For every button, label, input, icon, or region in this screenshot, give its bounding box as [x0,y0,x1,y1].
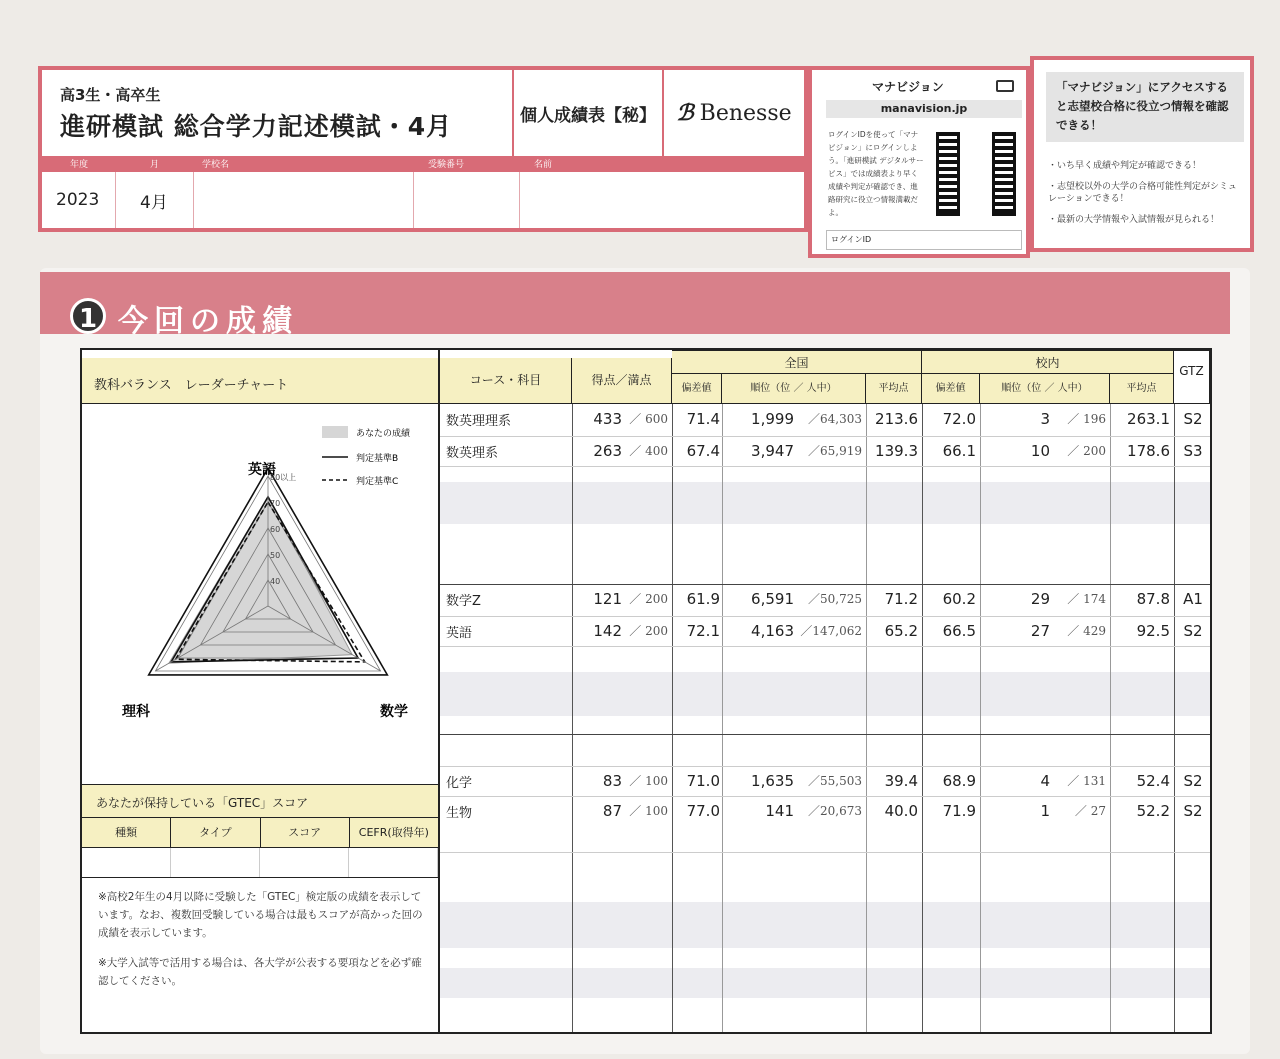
cell-gtz: S3 [1183,442,1203,460]
cell-s-rank: 27 [1030,622,1050,640]
results-frame [80,348,1212,1034]
cell-n-rank: 1,635 [751,772,794,790]
gtec-heading: あなたが保持している「GTEC」スコア [82,784,438,818]
band-label-year: 年度 [70,160,89,170]
school-value [194,172,414,228]
cell-n-rank: 6,591 [751,590,794,608]
band-label-name: 名前 [534,160,553,170]
axis-label-science: 理科 [122,704,150,720]
cell-subject: 化学 [446,776,473,791]
gtec-col-cefr: CEFR(取得年) [358,826,429,839]
cell-s-dev: 68.9 [942,772,976,790]
cell-s-dev: 60.2 [942,590,976,608]
cell-n-avg: 139.3 [875,442,918,460]
cell-n-avg: 65.2 [884,622,918,640]
group-school: 校内 [922,350,1174,374]
manavision-panel [808,66,1030,258]
cell-n-total: ／55,503 [807,774,862,788]
manavision-url[interactable]: manavision.jp [826,100,1022,118]
cell-max: ／ 400 [629,444,668,458]
cell-s-avg: 178.6 [1127,442,1170,460]
cell-n-avg: 213.6 [875,410,918,428]
cell-s-rank: 4 [1040,772,1050,790]
col-course: コース・科目 [440,358,572,404]
radar-layer [149,468,388,675]
cell-n-dev: 77.0 [686,802,720,820]
gtec-row [82,848,438,878]
gtec-note-1: ※高校2年生の4月以降に受験した「GTEC」検定版の成績を表示しています。なお、複数回受験している場合は最もスコアが高かった回の成績を表示しています。 [98,891,423,939]
grade-label: 高3生・高卒生 [60,86,161,104]
legend-label: 判定基準C [356,477,399,487]
cell-s-total: ／ 174 [1067,592,1106,606]
cell-gtz: A1 [1183,590,1203,608]
cell-n-dev: 61.9 [686,590,720,608]
score-table [440,350,1210,1032]
cell-s-avg: 52.2 [1136,802,1170,820]
gtec-col-kind: 種類 [82,818,171,847]
group-national: 全国 [672,350,922,374]
cell-s-avg: 263.1 [1127,410,1170,428]
gtec-col-score: スコア [261,818,350,847]
cell-s-rank: 10 [1030,442,1050,460]
cell-gtz: S2 [1183,802,1203,820]
cell-s-total: ／ 200 [1067,444,1106,458]
cell-subject: 数学Z [446,594,481,609]
band-label-month: 月 [150,160,160,170]
cell-s-avg: 52.4 [1136,772,1170,790]
radar-scale-label: 40 [270,577,281,586]
device-icon [996,80,1014,92]
cell-n-total: ／65,919 [807,444,862,458]
left-column [82,350,440,1032]
login-id-field: ログインID [826,230,1022,250]
radar-heading: 教科バランス レーダーチャート [82,358,438,404]
cell-score: 263 [593,442,622,460]
cell-subject: 数英理系 [446,446,499,461]
cell-n-rank: 3,947 [751,442,794,460]
national-dev-header: 偏差値 [672,374,722,404]
cell-n-dev: 71.0 [686,772,720,790]
cell-n-rank: 1,999 [751,410,794,428]
info-item: ・いち早く成績や判定が確認できる！ [1048,161,1202,171]
cell-s-avg: 92.5 [1136,622,1170,640]
cell-s-total: ／ 27 [1074,804,1106,818]
cell-max: ／ 100 [629,804,668,818]
cell-max: ／ 100 [629,774,668,788]
radar-legend [322,426,411,487]
school-dev-header: 偏差値 [922,374,980,404]
cell-n-dev: 72.1 [686,622,720,640]
cell-s-total: ／ 196 [1067,412,1106,426]
cell-max: ／ 200 [629,624,668,638]
info-list [1048,160,1244,235]
cell-score: 433 [593,410,622,428]
cell-score: 142 [593,622,622,640]
cell-score: 83 [602,772,622,790]
cell-s-total: ／ 131 [1067,774,1106,788]
cell-max: ／ 200 [629,592,668,606]
cell-max: ／ 600 [629,412,668,426]
radar-chart [82,404,438,784]
cell-n-avg: 71.2 [884,590,918,608]
school-avg-header: 平均点 [1110,374,1174,404]
gtec-columns [82,818,438,848]
national-rank-header: 順位（位 ／ 人中） [722,374,866,404]
national-avg-header: 平均点 [866,374,922,404]
qr-code-icon[interactable] [936,132,960,216]
cell-s-rank: 29 [1030,590,1050,608]
report-header [38,66,808,232]
cell-score: 121 [593,590,622,608]
cell-n-rank: 141 [765,802,794,820]
radar-scale-label: 50 [270,551,281,560]
exam-number-value [414,172,520,228]
cell-s-dev: 71.9 [942,802,976,820]
legend-label: 判定基準B [356,454,399,464]
info-panel [1030,56,1254,252]
month-value: 4月 [116,172,194,228]
cell-subject: 数英理理系 [446,414,512,429]
gtec-note-2: ※大学入試等で活用する場合は、各大学が公表する要項などを必ず確認してください。 [98,957,422,987]
benesse-logo [664,70,804,156]
cell-n-total: ／20,673 [807,804,862,818]
radar-score-area [169,497,352,664]
col-gtz: GTZ [1174,350,1210,404]
axis-label-english: 英語 [248,462,276,478]
cell-n-rank: 4,163 [751,622,794,640]
cell-n-total: ／64,303 [807,412,862,426]
cell-s-total: ／ 429 [1067,624,1106,638]
brand-name: Benesse [699,100,792,126]
cell-s-dev: 66.1 [942,442,976,460]
radar-scale-label: 60 [270,525,281,534]
band-label-exam-number: 受験番号 [428,160,465,170]
band-label-school: 学校名 [202,160,230,170]
exam-title: 進研模試 総合学力記述模試・4月 [60,112,453,141]
gtec-col-type: タイプ [171,818,260,847]
manavision-description: ログインIDを使って「マナビジョン」にログインしよう。「進研模試 デジタルサービス」では成績表より早く成績や判定が確認でき、進路研究に役立つ情報満載だよ。 [828,130,924,217]
benesse-mark-icon: ℬ [676,100,694,126]
report-kind: 個人成績表【秘】 [514,70,664,156]
cell-gtz: S2 [1183,410,1203,428]
cell-s-dev: 66.5 [942,622,976,640]
legend-label: あなたの成績 [356,429,411,439]
cell-n-total: ／147,062 [800,624,862,638]
section-number: 1 [70,298,106,334]
cell-s-avg: 87.8 [1136,590,1170,608]
manavision-logo: マナビジョン [872,80,944,94]
cell-n-dev: 71.4 [686,410,720,428]
year-value: 2023 [42,172,116,228]
cell-s-rank: 1 [1040,802,1050,820]
name-value [520,172,804,228]
info-item: ・志望校以外の大学の合格可能性判定がシミュレーションできる！ [1048,182,1237,204]
axis-label-math: 数学 [380,704,408,720]
cell-n-avg: 40.0 [884,802,918,820]
qr-code-icon[interactable] [992,132,1016,216]
cell-gtz: S2 [1183,772,1203,790]
cell-s-dev: 72.0 [942,410,976,428]
cell-subject: 生物 [446,806,473,821]
cell-score: 87 [602,802,622,820]
cell-gtz: S2 [1183,622,1203,640]
cell-n-avg: 39.4 [884,772,918,790]
cell-n-dev: 67.4 [686,442,720,460]
legend-swatch-score [322,426,348,438]
school-rank-header: 順位（位 ／ 人中） [980,374,1110,404]
cell-s-rank: 3 [1040,410,1050,428]
section-title: 今回の成績 [118,304,298,339]
info-item: ・最新の大学情報や入試情報が見られる！ [1048,215,1220,225]
header-band [42,156,804,172]
col-score: 得点／満点 [572,358,672,404]
cell-n-total: ／50,725 [807,592,862,606]
cell-subject: 英語 [446,626,473,641]
info-headline: 「マナビジョン」にアクセスすると志望校合格に役立つ情報を確認できる！ [1046,72,1244,142]
radar-scale-label: 70 [270,499,281,508]
radar-scale-label: 80以上 [270,473,297,482]
